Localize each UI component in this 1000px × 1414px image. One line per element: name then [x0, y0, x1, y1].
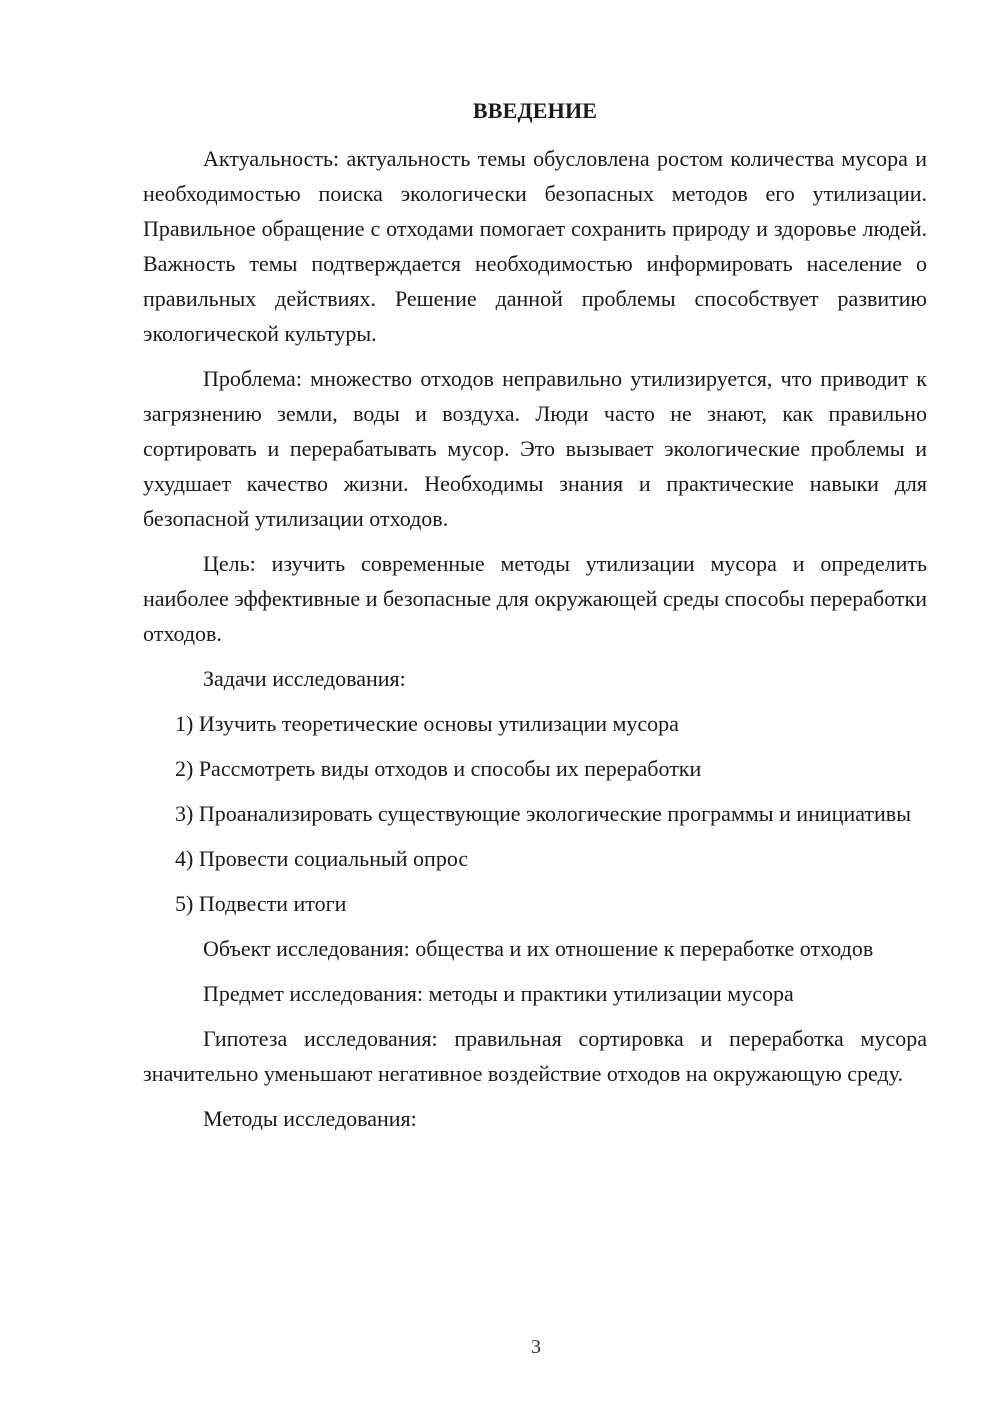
- document-body: [143, 141, 927, 1146]
- task-item: 5) Подвести итоги: [175, 891, 347, 916]
- paragraph-subject: Предмет исследования: методы и практики утилизации мусора: [203, 981, 794, 1006]
- paragraph-object: Объект исследования: общества и их отношение к переработке отходов: [203, 936, 874, 961]
- paragraph-methods: Методы исследования:: [203, 1106, 417, 1131]
- task-item: 1) Изучить теоретические основы утилизации мусора: [175, 711, 679, 736]
- task-item: 2) Рассмотреть виды отходов и способы их переработки: [175, 756, 702, 781]
- paragraph-relevance: Актуальность: актуальность темы обусловлена ростом количества мусора и необходимостью поиска экологически безопасных методов его утилизации. Правильное обращение с отходами помогает сохранить природу и здоровье людей. Важность темы подтверждается необходимостью информировать население о правильных действиях. Решение данной проблемы способствует развитию экологической культуры.: [143, 146, 927, 346]
- paragraph-goal: Цель: изучить современные методы утилизации мусора и определить наиболее эффективные и безопасные для окружающей среды способы переработки отходов.: [143, 551, 927, 646]
- section-heading: ВВЕДЕНИЕ: [472, 98, 598, 123]
- page-number: 3: [531, 1336, 541, 1358]
- paragraph-hypothesis: Гипотеза исследования: правильная сортировка и переработка мусора значительно уменьшают негативное воздействие отходов на окружающую среду.: [143, 1026, 927, 1086]
- task-item: 3) Проанализировать существующие экологические программы и инициативы: [175, 801, 911, 826]
- task-item: 4) Провести социальный опрос: [175, 846, 469, 871]
- paragraph-problem: Проблема: множество отходов неправильно утилизируется, что приводит к загрязнению земли, воды и воздуха. Люди часто не знают, как правильно сортировать и перерабатывать мусор. Это вызывает экологические проблемы и ухудшает качество жизни. Необходимы знания и практические навыки для безопасной утилизации отходов.: [143, 366, 927, 531]
- paragraph-tasks-heading: Задачи исследования:: [203, 666, 406, 691]
